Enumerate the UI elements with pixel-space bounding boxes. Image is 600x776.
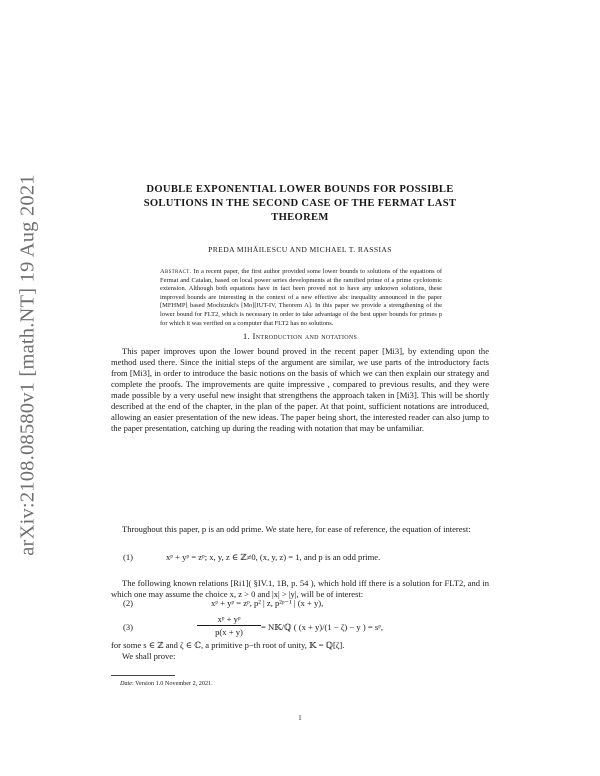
equation-2-number: (2) bbox=[123, 598, 134, 608]
page-number: 1 bbox=[298, 715, 302, 722]
equation-3-numerator: xᵖ + yᵖ bbox=[197, 614, 261, 626]
intro-paragraph: This paper improves upon the lower bound proved in the recent paper [Mi3], by extending upon the method used there. Since the initial steps of the argument are similar, we use parts of the introductory facts from [Mi3], in order to introduce the basic notions on the basis of which we can then explain our strategy and complete the proofs. The improvements are quite impressive , compared to previous results, and they were made possible by a very useful new insight that strengthens the approach taken in [Mi3]. This will be shortly described at the end of the chapter, in the plan of the paper. At that point, sufficient notations are introduced, allowing an easier presentation of the new ideas. The paper being short, the interested reader can also jump to the paper presentation, catching up during the reading with notation that may be unfamiliar. bbox=[111, 346, 489, 434]
footnote-text: : Version 1.0 November 2, 2021. bbox=[132, 680, 213, 687]
abstract-label: Abstract. bbox=[160, 268, 192, 275]
relations-paragraph: The following known relations [Ri1]( §IV.1, 1B, p. 54 ), which hold iff there is a solution for FLT2, and in which one may assume the choice x, z > 0 and |x| > |y|, will be of interest: bbox=[111, 578, 489, 600]
title-line-1: DOUBLE EXPONENTIAL LOWER BOUNDS FOR POSSIBLE bbox=[146, 184, 454, 195]
date-footnote bbox=[120, 680, 213, 687]
footnote-rule bbox=[111, 675, 175, 676]
author-line: PREDA MIHĂILESCU AND MICHAEL T. RASSIAS bbox=[208, 245, 392, 254]
we-shall-prove: We shall prove: bbox=[122, 651, 176, 661]
equation-3-number: (3) bbox=[123, 622, 134, 632]
equation-3-right-side: = N𝕂/ℚ ( (x + y)/(1 − ζ) − y ) = sᵖ, bbox=[261, 622, 384, 632]
unity-root-paragraph: for some s ∈ ℤ and ζ ∈ ℂ, a primitive p−th root of unity, 𝕂 = ℚ[ζ]. bbox=[111, 640, 345, 650]
equation-3-denominator: p(x + y) bbox=[215, 627, 243, 637]
title-line-2: SOLUTIONS IN THE SECOND CASE OF THE FERMAT LAST bbox=[143, 198, 457, 209]
title-line-3: THEOREM bbox=[271, 212, 329, 223]
section-heading: 1. Introduction and notations bbox=[242, 331, 358, 341]
abstract-text: In a recent paper, the first author provided some lower bounds to solutions of the equations of Fermat and Catalan, based on local power series developments at the ramified prime of a prime cyclotomic extension. Although both equations have in fact been proved not to have any unknown solutions, these improved bounds are interesting in the context of a new effective abc inequality announced in the paper [MFHMP] based Mochizuki's [Mo][IUT-IV, Theorem A]. In this paper we provide a strengthening of the lower bound for FLT2, which is necessary in order to take advantage of the best upper bounds for primes p for which it was verified on a computer that FLT2 has no solutions. bbox=[160, 268, 442, 327]
footnote-label: Date bbox=[120, 680, 133, 687]
equation-2-body: xᵖ + yᵖ = zᵖ, p² | z, p²ᵖ⁻¹ | (x + y), bbox=[211, 598, 324, 608]
arxiv-identifier: arXiv:2108.08580v1 [math.NT] 19 Aug 2021 bbox=[16, 174, 39, 556]
abstract bbox=[160, 268, 442, 328]
equation-1-body: xᵖ + yᵖ = zᵖ; x, y, z ∈ ℤ≠0, (x, y, z) = 1, and p is an odd prime. bbox=[166, 552, 381, 562]
arxiv-side-stamp bbox=[8, 150, 48, 580]
equation-1-number: (1) bbox=[123, 552, 134, 562]
odd-prime-paragraph: Throughout this paper, p is an odd prime. We state here, for ease of reference, the equation of interest: bbox=[122, 524, 471, 534]
paper-title bbox=[120, 183, 480, 225]
equation-3-fraction bbox=[197, 614, 261, 637]
